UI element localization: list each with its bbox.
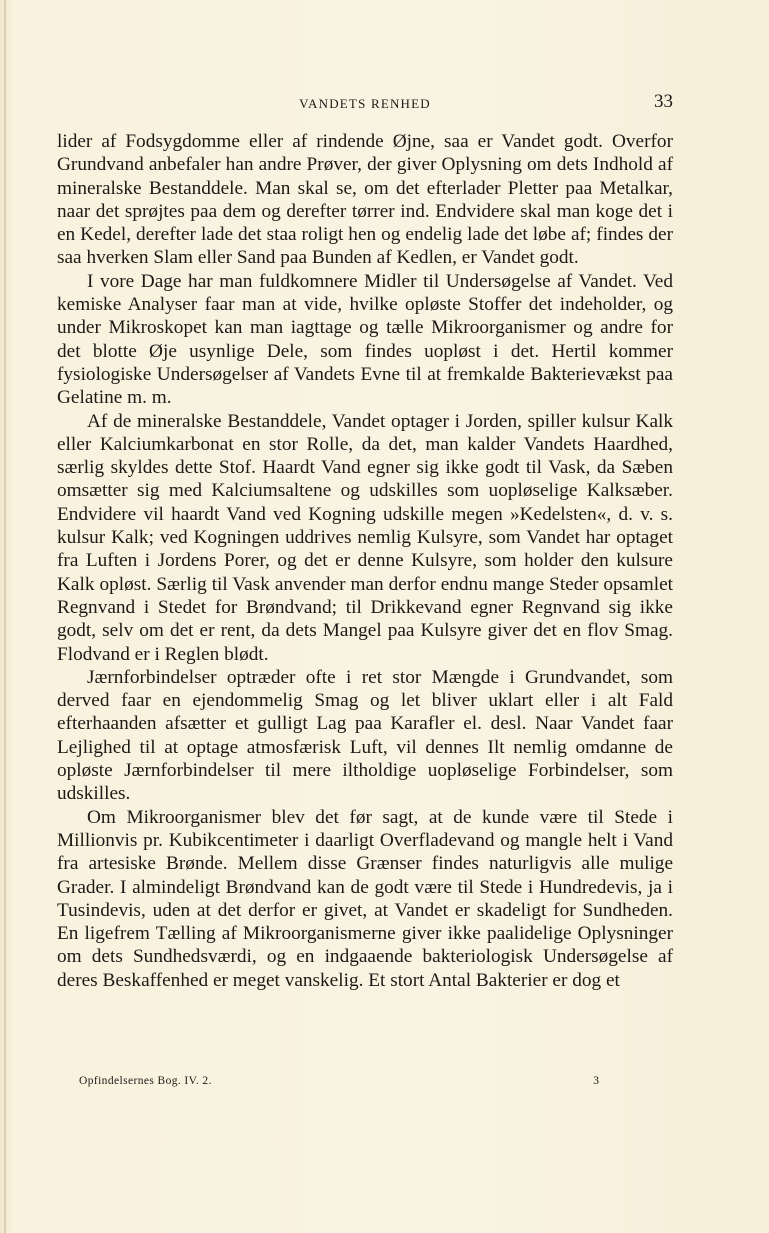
page-number: 33	[654, 91, 673, 112]
page-footer	[79, 1075, 599, 1093]
running-title: VANDETS RENHED	[299, 96, 431, 111]
body-text	[57, 130, 673, 992]
page-edge	[4, 0, 6, 1233]
running-head	[57, 90, 673, 116]
paragraph-2: I vore Dage har man fuldkomnere Midler til Undersøgelse af Vandet. Ved kemiske Analyser faar man at vide, hvilke opløste Stoffer det indeholder, og under Mikroskopet kan man iagttage og tælle Mikroorganismer og andre for det blotte Øje usynlige Dele, som findes uopløst i det. Hertil kommer fysiologiske Undersøgelser af Vandets Evne til at fremkalde Bakterievækst paa Gelatine m. m.	[57, 270, 673, 409]
paragraph-4: Jærnforbindelser optræder ofte i ret stor Mængde i Grundvandet, som derved faar en ejendommelig Smag og let bliver uklart eller i alt Fald efterhaanden afsætter et gulligt Lag paa Karafler el. desl. Naar Vandet faar Lejlighed til at optage atmosfærisk Luft, vil dennes Ilt nemlig omdanne de opløste Jærnforbindelser til mere iltholdige uopløselige Forbindelser, som udskilles.	[57, 666, 673, 805]
paragraph-3: Af de mineralske Bestanddele, Vandet optager i Jorden, spiller kulsur Kalk eller Kalciumkarbonat en stor Rolle, da det, man kalder Vandets Haardhed, særlig skyldes dette Stof. Haardt Vand egner sig ikke godt til Vask, da Sæben omsætter sig med Kalciumsaltene og udskilles som uopløselige Kalksæber. Endvidere vil haardt Vand ved Kogning udskille megen »Kedelsten«, d. v. s. kulsur Kalk; ved Kogningen uddrives nemlig Kulsyre, som Vandet har optaget fra Luften i Jordens Porer, og det er denne Kulsyre, som holder den kulsure Kalk opløst. Særlig til Vask anvender man derfor endnu mange Steder opsamlet Regnvand i Stedet for Brøndvand; til Drikkevand egner Regnvand sig ikke godt, selv om det er rent, da dets Mangel paa Kulsyre giver det en flov Smag. Flodvand er i Reglen blødt.	[57, 410, 673, 665]
footer-sheet-number: 3	[593, 1075, 599, 1087]
footer-signature: Opfindelsernes Bog. IV. 2.	[79, 1075, 212, 1087]
paragraph-5: Om Mikroorganismer blev det før sagt, at de kunde være til Stede i Millionvis pr. Kubikcentimeter i daarligt Overfladevand og mangle helt i Vand fra artesiske Brønde. Mellem disse Grænser findes naturligvis alle mulige Grader. I almindeligt Brøndvand kan de godt være til Stede i Hundredevis, ja i Tusindevis, uden at det derfor er givet, at Vandet er skadeligt for Sundheden. En ligefrem Tælling af Mikroorganismerne giver ikke paalidelige Oplysninger om dets Sundhedsværdi, og en indgaaende bakteriologisk Undersøgelse af deres Beskaffenhed er meget vanskelig. Et stort Antal Bakterier er dog et	[57, 806, 673, 991]
paragraph-1: lider af Fodsygdomme eller af rindende Øjne, saa er Vandet godt. Overfor Grundvand anbefaler han andre Prøver, der giver Oplysning om dets Indhold af mineralske Bestanddele. Man skal se, om det efterlader Pletter paa Metalkar, naar det sprøjtes paa dem og derefter tørrer ind. Endvidere skal man koge det i en Kedel, derefter lade det staa roligt hen og endelig lade det løbe af; findes der saa hverken Slam eller Sand paa Bunden af Kedlen, er Vandet godt.	[57, 131, 673, 269]
